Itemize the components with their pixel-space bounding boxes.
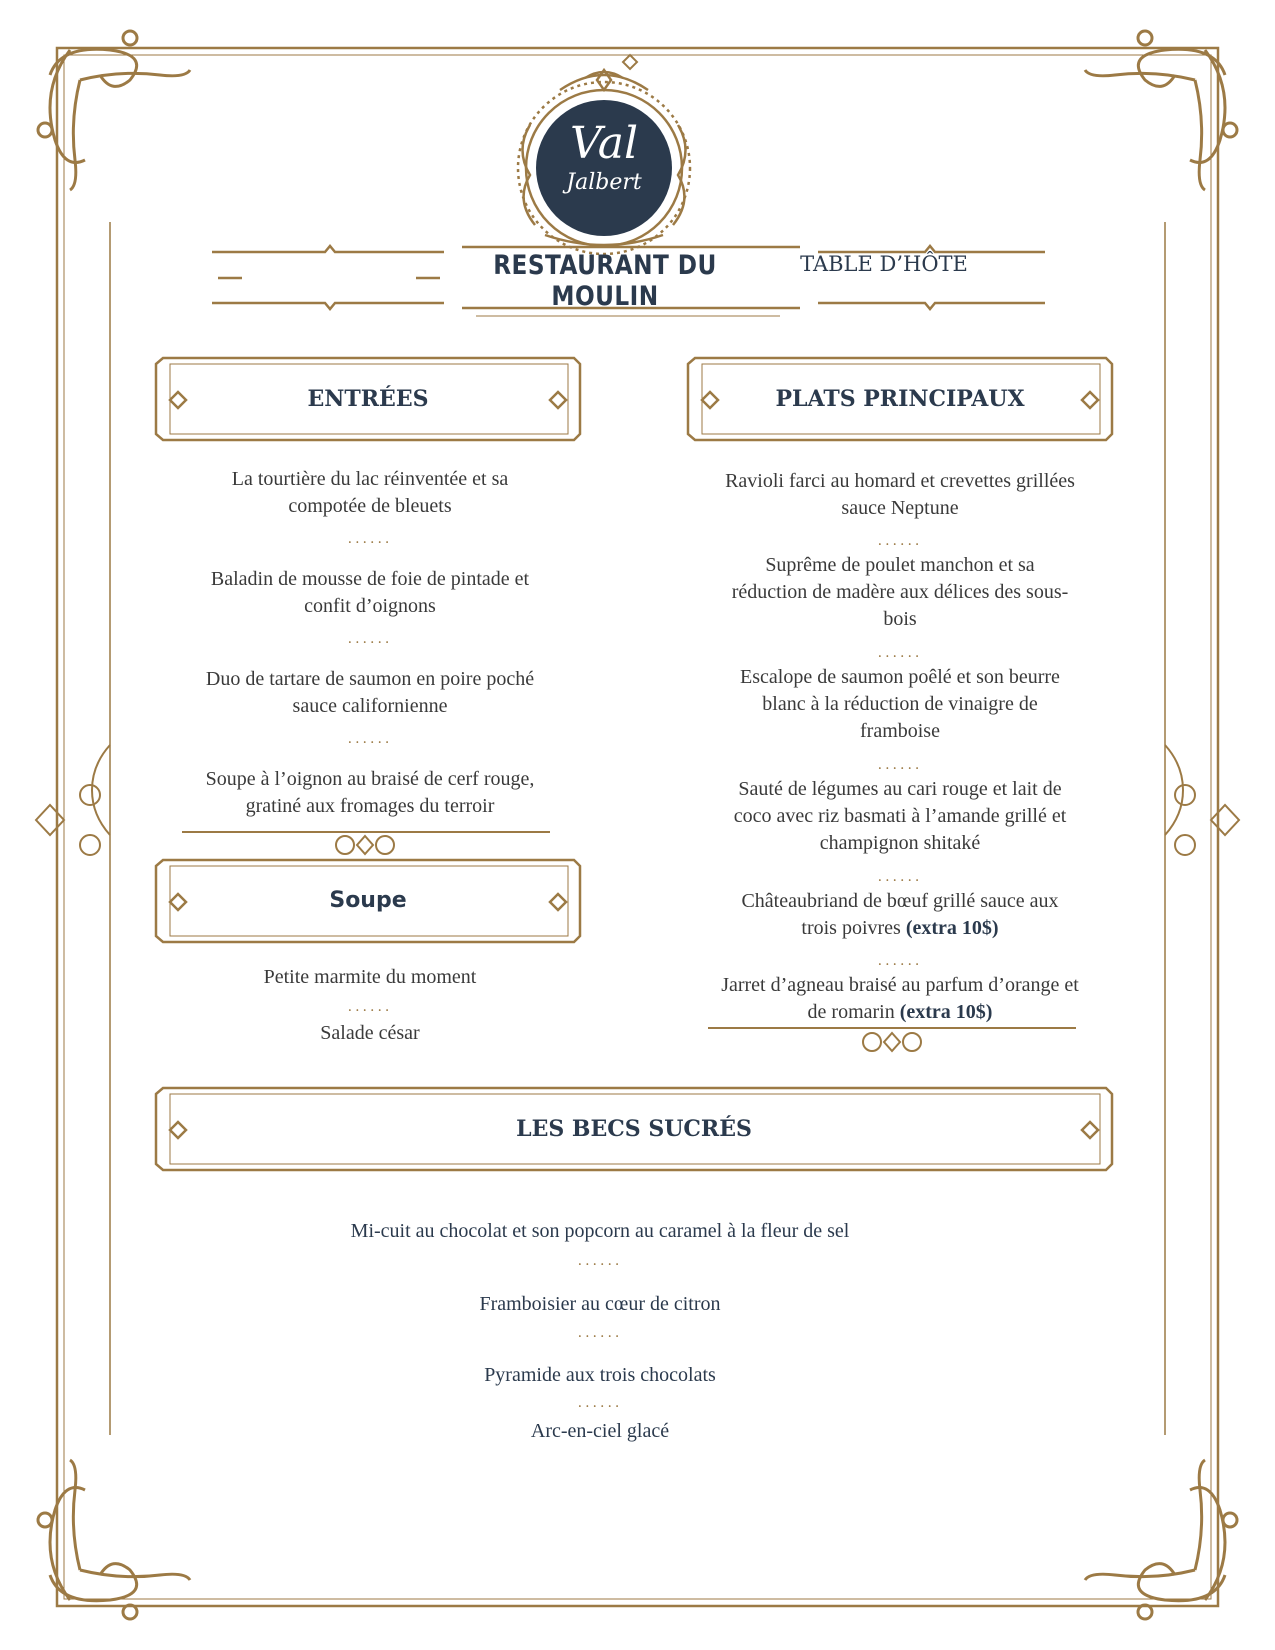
item-line: bois — [883, 608, 917, 630]
logo-line1: Val — [569, 118, 639, 169]
item-text: trois poivres — [801, 917, 901, 939]
separator: ...... — [877, 757, 923, 773]
item-line: Duo de tartare de saumon en poire poché — [205, 668, 535, 690]
separator: ...... — [877, 533, 923, 549]
list-item — [690, 468, 1110, 522]
separator: ...... — [347, 631, 393, 647]
separator: ...... — [577, 1325, 623, 1341]
item-line: Suprême de poulet manchon et sa — [765, 554, 1035, 576]
logo — [536, 100, 672, 236]
item-line: compotée de bleuets — [288, 495, 452, 517]
restaurant-title: RESTAURANT DU MOULIN — [493, 250, 717, 312]
item-line: sauce californienne — [292, 695, 448, 717]
separator: ...... — [577, 1253, 623, 1269]
plats-divider — [708, 1028, 1076, 1051]
entrees-divider — [182, 832, 550, 854]
separator: ...... — [347, 999, 393, 1015]
list-item — [690, 972, 1110, 1026]
item-line: Baladin de mousse de foie de pintade et — [210, 568, 530, 590]
side-ornament-right-icon — [1165, 745, 1239, 855]
separator: ...... — [577, 1395, 623, 1411]
desserts-title: LES BECS SUCRÉS — [516, 1116, 752, 1142]
list-item: Arc-en-ciel glacé — [530, 1420, 670, 1442]
soupe-title: Soupe — [329, 888, 407, 913]
list-item: Petite marmite du moment — [263, 966, 477, 988]
separator: ...... — [877, 953, 923, 969]
list-item: Mi-cuit au chocolat et son popcorn au caramel à la fleur de sel — [350, 1220, 850, 1242]
extra-price: (extra 10$) — [905, 917, 999, 939]
list-item — [160, 766, 580, 820]
list-item: Framboisier au cœur de citron — [479, 1293, 721, 1315]
table-hote-label: TABLE D’HÔTE — [800, 252, 968, 276]
separator: ...... — [877, 645, 923, 661]
item-line: framboise — [860, 720, 940, 742]
separator: ...... — [347, 531, 393, 547]
list-item: Salade césar — [320, 1022, 420, 1044]
item-line: gratiné aux fromages du terroir — [245, 795, 495, 817]
item-line: Châteaubriand de bœuf grillé sauce aux — [741, 890, 1059, 912]
list-item: Pyramide aux trois chocolats — [484, 1364, 716, 1386]
item-line: coco avec riz basmati à l’amande grillé et — [733, 805, 1067, 827]
separator: ...... — [877, 869, 923, 885]
item-line: La tourtière du lac réinventée et sa — [231, 468, 509, 490]
item-line — [690, 999, 1110, 1026]
item-line: confit d’oignons — [304, 595, 436, 617]
list-item — [690, 552, 1110, 633]
list-item — [690, 776, 1110, 857]
list-item — [690, 888, 1110, 942]
list-item — [160, 666, 580, 720]
corner-flourish-icon — [1085, 1460, 1237, 1619]
item-line: Soupe à l’oignon au braisé de cerf rouge, — [205, 768, 535, 790]
plats-title: PLATS PRINCIPAUX — [775, 386, 1025, 412]
item-line: Escalope de saumon poêlé et son beurre — [740, 666, 1060, 688]
item-line: Sauté de légumes au cari rouge et lait de — [738, 778, 1062, 800]
item-line: blanc à la réduction de vinaigre de — [762, 693, 1038, 715]
list-item — [160, 466, 580, 520]
item-line: Ravioli farci au homard et crevettes grillées — [725, 470, 1075, 492]
corner-flourish-icon — [38, 1460, 190, 1619]
list-item — [160, 566, 580, 620]
item-line: réduction de madère aux délices des sous- — [731, 581, 1069, 603]
entrees-title: ENTRÉES — [307, 386, 429, 412]
list-item — [690, 664, 1110, 745]
side-ornament-left-icon — [36, 745, 110, 855]
item-line: sauce Neptune — [841, 497, 959, 519]
separator: ...... — [347, 731, 393, 747]
item-line: Jarret d’agneau braisé au parfum d’orange et — [721, 974, 1079, 996]
item-line — [690, 915, 1110, 942]
extra-price: (extra 10$) — [899, 1001, 993, 1023]
item-text: de romarin — [807, 1001, 895, 1023]
item-line: champignon shitaké — [819, 832, 981, 854]
logo-line2: Jalbert — [566, 170, 642, 195]
